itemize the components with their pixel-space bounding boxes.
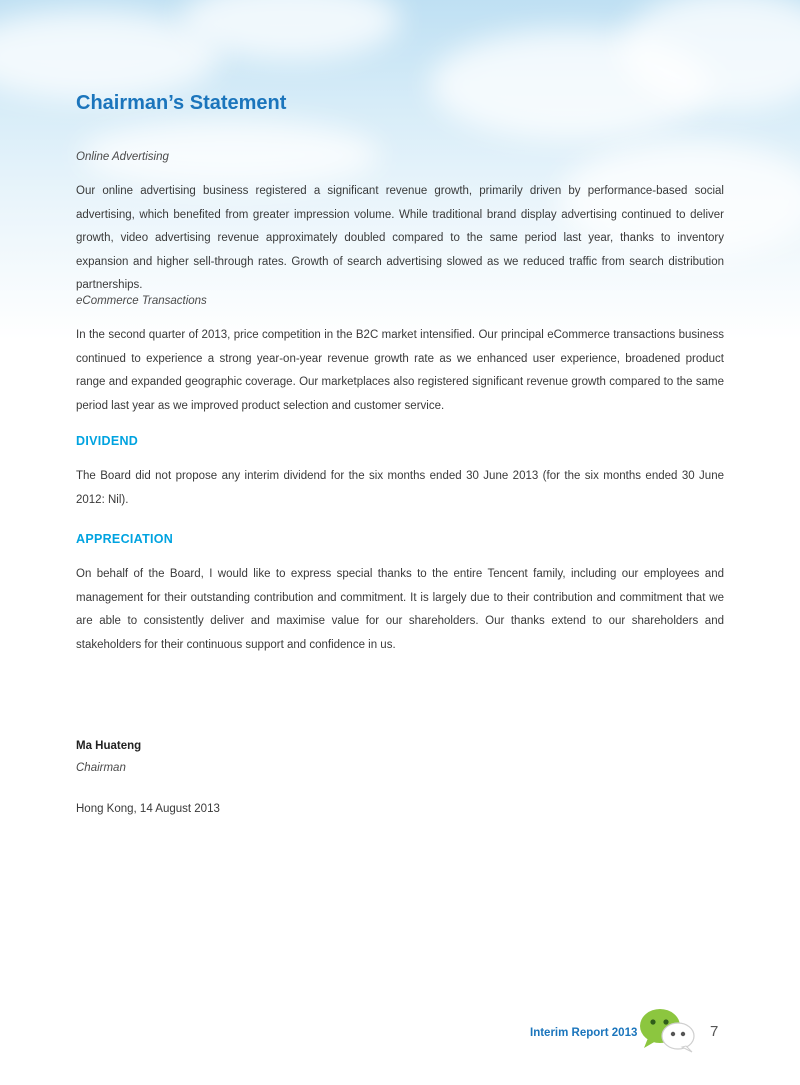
wechat-bubbles-icon: [638, 1006, 698, 1054]
signatory-name: Ma Huateng: [76, 740, 142, 752]
report-label: Interim Report 2013: [530, 1027, 638, 1039]
place-date: Hong Kong, 14 August 2013: [76, 803, 220, 815]
dividend-heading: DIVIDEND: [76, 434, 139, 448]
dividend-paragraph: The Board did not propose any interim dividend for the six months ended 30 June 2013 (for the six months ended 30 June 2012: Nil).: [76, 470, 724, 506]
appreciation-paragraph: On behalf of the Board, I would like to express special thanks to the entire Tencent family, including our employees and management for their outstanding contribution and commitment. It is largely due to their contribution and commitment that we are able to consistently deliver and maximise value for our shareholders. Our thanks extend to our shareholders and stakeholders for their continuous support and confidence in us.: [76, 568, 724, 651]
online-advertising-paragraph: Our online advertising business registered a significant revenue growth, primarily driven by performance-based social advertising, which benefited from greater impression volume. While traditional brand display advertising continued to deliver growth, video advertising revenue approximately doubled compared to the same period last year, thanks to inventory expansion and higher sell-through rates. Growth of search advertising slowed as we reduced traffic from search distribution partnerships.: [76, 185, 724, 291]
signatory-role: Chairman: [76, 762, 126, 774]
online-advertising-subheading: Online Advertising: [76, 151, 169, 163]
page-title: Chairman’s Statement: [76, 92, 287, 114]
ecommerce-paragraph: In the second quarter of 2013, price competition in the B2C market intensified. Our principal eCommerce transactions business continued to experience a strong year-on-year revenue growth rate as we enhanced user experience, broadened product range and expanded geographic coverage. Our marketplaces also registered significant revenue growth compared to the same period last year as we improved product selection and customer service.: [76, 329, 724, 412]
page-number: 7: [710, 1023, 719, 1040]
appreciation-heading: APPRECIATION: [76, 532, 174, 546]
ecommerce-subheading: eCommerce Transactions: [76, 295, 207, 307]
